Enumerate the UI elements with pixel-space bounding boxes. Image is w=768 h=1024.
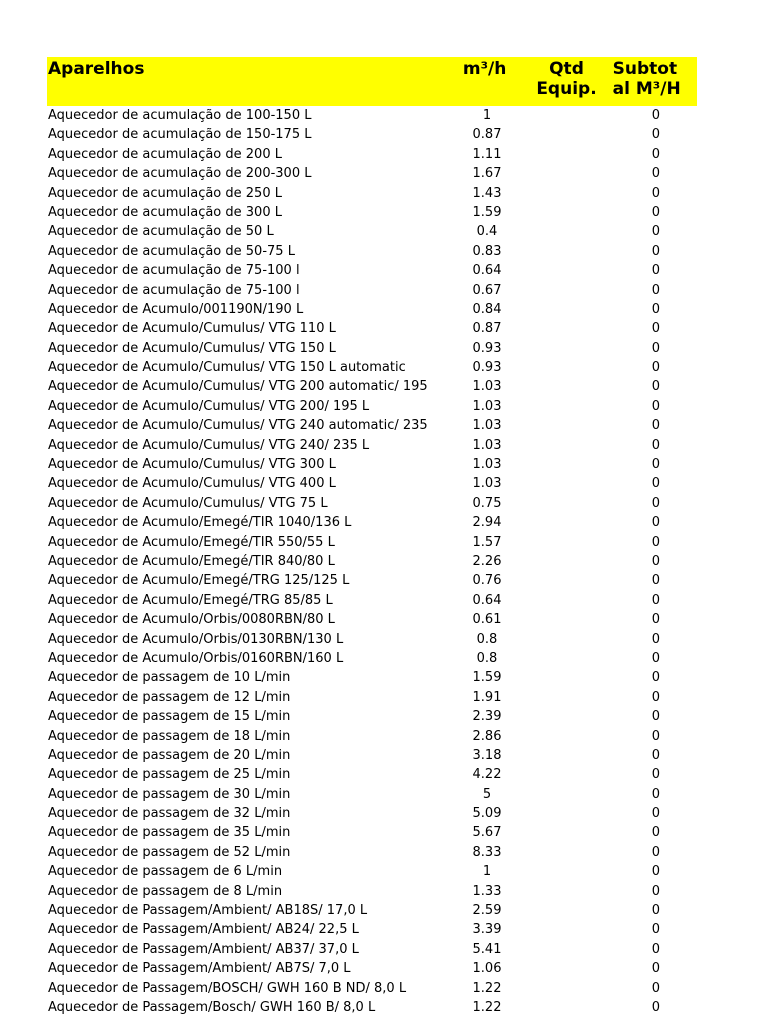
cell-m3h: 1.03 [472, 418, 502, 434]
cell-aparelho: Aquecedor de acumulação de 300 L [48, 204, 282, 220]
cell-m3h: 5.41 [472, 941, 502, 957]
header-sub-line1: Subtot [612, 59, 678, 79]
cell-subtotal: 0 [651, 243, 660, 259]
cell-subtotal: 0 [651, 437, 660, 453]
cell-m3h: 2.39 [472, 709, 502, 725]
cell-subtotal: 0 [651, 767, 660, 783]
cell-qtd-equip[interactable] [527, 823, 612, 842]
table-row [47, 668, 697, 687]
table-row [47, 184, 697, 203]
cell-aparelho: Aquecedor de Acumulo/Emegé/TIR 1040/136 L [48, 515, 352, 531]
cell-qtd-equip[interactable] [527, 281, 612, 300]
cell-m3h: 0.67 [472, 282, 502, 298]
cell-aparelho: Aquecedor de acumulação de 200-300 L [48, 166, 312, 182]
cell-qtd-equip[interactable] [527, 184, 612, 203]
cell-qtd-equip[interactable] [527, 552, 612, 571]
cell-qtd-equip[interactable] [527, 106, 612, 125]
cell-m3h: 0.8 [476, 631, 498, 647]
cell-subtotal: 0 [651, 844, 660, 860]
cell-aparelho: Aquecedor de passagem de 20 L/min [48, 747, 291, 763]
table-row [47, 959, 697, 978]
table-row [47, 940, 697, 959]
cell-qtd-equip[interactable] [527, 261, 612, 280]
cell-m3h: 5 [482, 786, 492, 802]
cell-subtotal: 0 [651, 612, 660, 628]
cell-subtotal: 0 [651, 961, 660, 977]
cell-m3h: 1.91 [472, 689, 502, 705]
cell-aparelho: Aquecedor de passagem de 25 L/min [48, 767, 291, 783]
cell-m3h: 0.76 [472, 573, 502, 589]
cell-qtd-equip[interactable] [527, 940, 612, 959]
table-row [47, 630, 697, 649]
cell-aparelho: Aquecedor de Acumulo/Cumulus/ VTG 400 L [48, 476, 336, 492]
cell-aparelho: Aquecedor de acumulação de 75-100 l [48, 263, 300, 279]
cell-m3h: 5.67 [472, 825, 502, 841]
cell-qtd-equip[interactable] [527, 862, 612, 881]
cell-aparelho: Aquecedor de passagem de 52 L/min [48, 844, 291, 860]
cell-qtd-equip[interactable] [527, 145, 612, 164]
cell-qtd-equip[interactable] [527, 164, 612, 183]
cell-subtotal: 0 [651, 903, 660, 919]
cell-subtotal: 0 [651, 553, 660, 569]
cell-m3h: 2.86 [472, 728, 502, 744]
cell-qtd-equip[interactable] [527, 630, 612, 649]
cell-subtotal: 0 [651, 650, 660, 666]
cell-qtd-equip[interactable] [527, 804, 612, 823]
cell-subtotal: 0 [651, 728, 660, 744]
table-row [47, 513, 697, 532]
cell-subtotal: 0 [651, 282, 660, 298]
cell-m3h: 3.39 [472, 922, 502, 938]
cell-subtotal: 0 [651, 321, 660, 337]
cell-qtd-equip[interactable] [527, 571, 612, 590]
spreadsheet [47, 57, 697, 1017]
table-row [47, 397, 697, 416]
cell-m3h: 3.18 [472, 747, 502, 763]
cell-m3h: 1.59 [472, 204, 502, 220]
table-row [47, 474, 697, 493]
cell-subtotal: 0 [651, 398, 660, 414]
cell-qtd-equip[interactable] [527, 901, 612, 920]
cell-aparelho: Aquecedor de acumulação de 200 L [48, 146, 282, 162]
cell-aparelho: Aquecedor de Passagem/Ambient/ AB24/ 22,5 L [48, 922, 359, 938]
cell-m3h: 1.43 [472, 185, 502, 201]
table-row [47, 416, 697, 435]
header-m3h: m³/h [462, 59, 507, 79]
table-row [47, 998, 697, 1017]
cell-aparelho: Aquecedor de Acumulo/Cumulus/ VTG 240 automatic/ 235 [48, 418, 428, 434]
cell-m3h: 1.59 [472, 670, 502, 686]
header-sub-line2: al M³/H [612, 79, 681, 99]
cell-m3h: 0.64 [472, 263, 502, 279]
table-row [47, 882, 697, 901]
cell-aparelho: Aquecedor de Acumulo/Cumulus/ VTG 300 L [48, 457, 336, 473]
cell-qtd-equip[interactable] [527, 765, 612, 784]
cell-aparelho: Aquecedor de passagem de 10 L/min [48, 670, 291, 686]
cell-m3h: 0.64 [472, 592, 502, 608]
cell-qtd-equip[interactable] [527, 746, 612, 765]
header-aparelhos: Aparelhos [48, 59, 145, 79]
cell-aparelho: Aquecedor de passagem de 35 L/min [48, 825, 291, 841]
cell-subtotal: 0 [651, 534, 660, 550]
cell-m3h: 0.87 [472, 321, 502, 337]
cell-subtotal: 0 [651, 146, 660, 162]
table-row [47, 688, 697, 707]
cell-subtotal: 0 [651, 108, 660, 123]
cell-qtd-equip[interactable] [527, 300, 612, 319]
table-row [47, 164, 697, 183]
cell-qtd-equip[interactable] [527, 785, 612, 804]
cell-subtotal: 0 [651, 883, 660, 899]
cell-m3h: 0.83 [472, 243, 502, 259]
cell-qtd-equip[interactable] [527, 222, 612, 241]
cell-aparelho: Aquecedor de Acumulo/Emegé/TIR 550/55 L [48, 534, 335, 550]
cell-aparelho: Aquecedor de passagem de 18 L/min [48, 728, 291, 744]
cell-aparelho: Aquecedor de Passagem/Ambient/ AB18S/ 17,0 L [48, 903, 368, 919]
table-row [47, 222, 697, 241]
cell-m3h: 2.26 [472, 553, 502, 569]
table-row [47, 707, 697, 726]
table-row [47, 358, 697, 377]
cell-subtotal: 0 [651, 204, 660, 220]
cell-aparelho: Aquecedor de Acumulo/Emegé/TIR 840/80 L [48, 553, 335, 569]
cell-m3h: 1 [482, 108, 492, 123]
cell-subtotal: 0 [651, 457, 660, 473]
cell-qtd-equip[interactable] [527, 668, 612, 687]
table-row [47, 145, 697, 164]
cell-qtd-equip[interactable] [527, 242, 612, 261]
cell-m3h: 1.22 [472, 980, 502, 996]
cell-qtd-equip[interactable] [527, 339, 612, 358]
cell-m3h: 0.93 [472, 360, 502, 376]
cell-m3h: 1.67 [472, 166, 502, 182]
cell-subtotal: 0 [651, 941, 660, 957]
cell-qtd-equip[interactable] [527, 203, 612, 222]
table-row [47, 746, 697, 765]
cell-aparelho: Aquecedor de Acumulo/Emegé/TRG 85/85 L [48, 592, 333, 608]
cell-aparelho: Aquecedor de Acumulo/Emegé/TRG 125/125 L [48, 573, 350, 589]
cell-qtd-equip[interactable] [527, 707, 612, 726]
cell-m3h: 0.75 [472, 495, 502, 511]
table-row [47, 727, 697, 746]
table-row [47, 281, 697, 300]
cell-subtotal: 0 [651, 806, 660, 822]
header-qtd-line1: Qtd [549, 59, 584, 79]
table-row [47, 785, 697, 804]
cell-qtd-equip[interactable] [527, 688, 612, 707]
header-qtd-line2: Equip. [536, 79, 597, 99]
table-row [47, 552, 697, 571]
cell-m3h: 1.22 [472, 999, 502, 1015]
cell-m3h: 1.03 [472, 476, 502, 492]
cell-subtotal: 0 [651, 689, 660, 705]
header-qtd-equip [524, 57, 608, 106]
cell-m3h: 5.09 [472, 806, 502, 822]
cell-qtd-equip[interactable] [527, 436, 612, 455]
header-subtotal [609, 57, 697, 106]
cell-qtd-equip[interactable] [527, 882, 612, 901]
cell-subtotal: 0 [651, 670, 660, 686]
cell-qtd-equip[interactable] [527, 610, 612, 629]
cell-qtd-equip[interactable] [527, 455, 612, 474]
cell-subtotal: 0 [651, 592, 660, 608]
cell-aparelho: Aquecedor de Acumulo/Orbis/0080RBN/80 L [48, 612, 335, 628]
cell-aparelho: Aquecedor de Passagem/Bosch/ GWH 160 B/ 8,0 L [48, 999, 376, 1015]
header-row [47, 57, 697, 106]
cell-subtotal: 0 [651, 263, 660, 279]
cell-m3h: 2.94 [472, 515, 502, 531]
cell-qtd-equip[interactable] [527, 727, 612, 746]
table-row [47, 533, 697, 552]
cell-subtotal: 0 [651, 224, 660, 240]
cell-aparelho: Aquecedor de Acumulo/Cumulus/ VTG 240/ 235 L [48, 437, 370, 453]
table-row [47, 319, 697, 338]
cell-subtotal: 0 [651, 476, 660, 492]
cell-qtd-equip[interactable] [527, 494, 612, 513]
cell-m3h: 1.03 [472, 379, 502, 395]
table-row [47, 125, 697, 144]
cell-aparelho: Aquecedor de passagem de 30 L/min [48, 786, 291, 802]
cell-qtd-equip[interactable] [527, 843, 612, 862]
cell-subtotal: 0 [651, 340, 660, 356]
cell-aparelho: Aquecedor de passagem de 8 L/min [48, 883, 283, 899]
table-row [47, 823, 697, 842]
table-row [47, 339, 697, 358]
cell-aparelho: Aquecedor de acumulação de 250 L [48, 185, 282, 201]
cell-aparelho: Aquecedor de passagem de 15 L/min [48, 709, 291, 725]
cell-m3h: 0.8 [476, 650, 498, 666]
cell-m3h: 1.57 [472, 534, 502, 550]
cell-aparelho: Aquecedor de Acumulo/001190N/190 L [48, 301, 304, 317]
cell-subtotal: 0 [651, 825, 660, 841]
cell-m3h: 0.4 [476, 224, 498, 240]
cell-qtd-equip[interactable] [527, 397, 612, 416]
cell-subtotal: 0 [651, 980, 660, 996]
cell-subtotal: 0 [651, 418, 660, 434]
table-row [47, 920, 697, 939]
cell-qtd-equip[interactable] [527, 416, 612, 435]
table-row [47, 843, 697, 862]
cell-aparelho: Aquecedor de Acumulo/Cumulus/ VTG 150 L [48, 340, 336, 356]
cell-m3h: 1.03 [472, 457, 502, 473]
cell-subtotal: 0 [651, 747, 660, 763]
cell-subtotal: 0 [651, 922, 660, 938]
table-row [47, 591, 697, 610]
table-row [47, 377, 697, 396]
table-row [47, 300, 697, 319]
cell-aparelho: Aquecedor de passagem de 6 L/min [48, 864, 283, 880]
cell-m3h: 0.93 [472, 340, 502, 356]
cell-subtotal: 0 [651, 379, 660, 395]
cell-subtotal: 0 [651, 495, 660, 511]
cell-m3h: 1.33 [472, 883, 502, 899]
cell-qtd-equip[interactable] [527, 998, 612, 1017]
cell-m3h: 0.61 [472, 612, 502, 628]
cell-aparelho: Aquecedor de acumulação de 50-75 L [48, 243, 295, 259]
table-row [47, 106, 697, 125]
cell-subtotal: 0 [651, 185, 660, 201]
cell-m3h: 1.11 [472, 146, 502, 162]
cell-aparelho: Aquecedor de Passagem/BOSCH/ GWH 160 B ND/ 8,0 L [48, 980, 407, 996]
cell-subtotal: 0 [651, 515, 660, 531]
cell-aparelho: Aquecedor de Acumulo/Cumulus/ VTG 75 L [48, 495, 328, 511]
table-row [47, 494, 697, 513]
table-row [47, 649, 697, 668]
cell-aparelho: Aquecedor de Acumulo/Cumulus/ VTG 200 automatic/ 195 [48, 379, 428, 395]
cell-m3h: 0.87 [472, 127, 502, 143]
cell-subtotal: 0 [651, 127, 660, 143]
cell-aparelho: Aquecedor de passagem de 32 L/min [48, 806, 291, 822]
cell-qtd-equip[interactable] [527, 319, 612, 338]
cell-aparelho: Aquecedor de Passagem/Ambient/ AB7S/ 7,0 L [48, 961, 351, 977]
cell-qtd-equip[interactable] [527, 533, 612, 552]
cell-subtotal: 0 [651, 709, 660, 725]
cell-aparelho: Aquecedor de acumulação de 75-100 l [48, 282, 300, 298]
cell-m3h: 2.59 [472, 903, 502, 919]
cell-qtd-equip[interactable] [527, 377, 612, 396]
cell-m3h: 1.06 [472, 961, 502, 977]
cell-qtd-equip[interactable] [527, 649, 612, 668]
cell-aparelho: Aquecedor de acumulação de 50 L [48, 224, 274, 240]
cell-m3h: 4.22 [472, 767, 502, 783]
table-row [47, 261, 697, 280]
cell-aparelho: Aquecedor de Passagem/Ambient/ AB37/ 37,0 L [48, 941, 359, 957]
cell-qtd-equip[interactable] [527, 920, 612, 939]
cell-subtotal: 0 [651, 301, 660, 317]
cell-m3h: 0.84 [472, 301, 502, 317]
cell-m3h: 1 [482, 864, 492, 880]
cell-subtotal: 0 [651, 631, 660, 647]
cell-aparelho: Aquecedor de Acumulo/Cumulus/ VTG 110 L [48, 321, 336, 337]
cell-qtd-equip[interactable] [527, 959, 612, 978]
cell-subtotal: 0 [651, 999, 660, 1015]
cell-aparelho: Aquecedor de Acumulo/Cumulus/ VTG 200/ 195 L [48, 398, 370, 414]
cell-qtd-equip[interactable] [527, 474, 612, 493]
table-row [47, 571, 697, 590]
cell-qtd-equip[interactable] [527, 979, 612, 998]
table-row [47, 436, 697, 455]
cell-aparelho: Aquecedor de Acumulo/Orbis/0130RBN/130 L [48, 631, 344, 647]
cell-qtd-equip[interactable] [527, 358, 612, 377]
table-row [47, 765, 697, 784]
table-row [47, 862, 697, 881]
table-row [47, 610, 697, 629]
table-row [47, 203, 697, 222]
cell-m3h: 8.33 [472, 844, 502, 860]
table-body [47, 106, 697, 1017]
cell-subtotal: 0 [651, 573, 660, 589]
cell-qtd-equip[interactable] [527, 513, 612, 532]
cell-aparelho: Aquecedor de passagem de 12 L/min [48, 689, 291, 705]
cell-m3h: 1.03 [472, 437, 502, 453]
cell-subtotal: 0 [651, 166, 660, 182]
table-row [47, 979, 697, 998]
cell-aparelho: Aquecedor de Acumulo/Cumulus/ VTG 150 L automatic [48, 360, 406, 376]
cell-subtotal: 0 [651, 360, 660, 376]
table-row [47, 242, 697, 261]
cell-m3h: 1.03 [472, 398, 502, 414]
cell-subtotal: 0 [651, 864, 660, 880]
cell-aparelho: Aquecedor de acumulação de 100-150 L [48, 108, 312, 123]
table-row [47, 804, 697, 823]
cell-qtd-equip[interactable] [527, 125, 612, 144]
table-row [47, 455, 697, 474]
table-row [47, 901, 697, 920]
cell-subtotal: 0 [651, 786, 660, 802]
cell-qtd-equip[interactable] [527, 591, 612, 610]
cell-aparelho: Aquecedor de acumulação de 150-175 L [48, 127, 312, 143]
cell-aparelho: Aquecedor de Acumulo/Orbis/0160RBN/160 L [48, 650, 344, 666]
